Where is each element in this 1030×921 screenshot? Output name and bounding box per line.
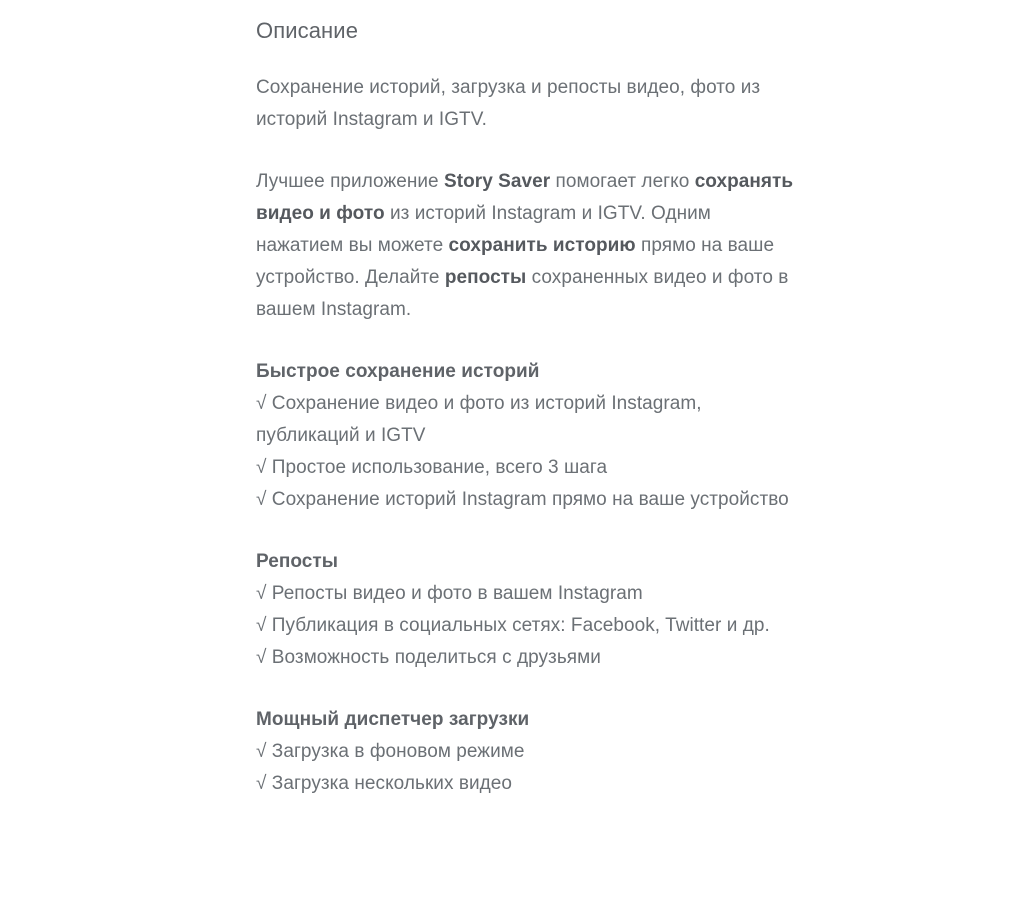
page-title: Описание — [256, 18, 359, 43]
feature-item: √ Репосты видео и фото в вашем Instagram — [256, 583, 643, 604]
main-paragraph-bold3: сохранить историю — [448, 235, 636, 256]
intro-paragraph: Сохранение историй, загрузка и репосты видео, фото из историй Instagram и IGTV. — [256, 77, 761, 130]
feature-item: √ Сохранение историй Instagram прямо на ваше устройство — [256, 489, 789, 510]
main-paragraph-bold4: репосты — [444, 267, 527, 288]
feature-section-2 — [256, 704, 796, 800]
main-paragraph-part1: Лучшее приложение — [256, 171, 444, 192]
feature-item: √ Возможность поделиться с друзьями — [256, 647, 601, 668]
feature-section-1 — [256, 546, 796, 674]
feature-section-0 — [256, 356, 796, 516]
description-content — [256, 16, 796, 830]
feature-section-title: Мощный диспетчер загрузки — [256, 709, 530, 730]
feature-item: √ Простое использование, всего 3 шага — [256, 457, 608, 478]
main-paragraph-bold1: Story Saver — [444, 171, 551, 192]
main-paragraph-part4: прямо на ваше устройство. Делайте — [256, 235, 775, 288]
feature-item: √ Публикация в социальных сетях: Facebook, Twitter и др. — [256, 615, 770, 636]
main-paragraph-part3: из историй Instagram и IGTV. Одним нажатием вы можете — [256, 203, 711, 256]
feature-item: √ Сохранение видео и фото из историй Instagram, публикаций и IGTV — [256, 393, 702, 446]
feature-section-title: Быстрое сохранение историй — [256, 361, 540, 382]
feature-section-title: Репосты — [256, 551, 339, 572]
feature-item: √ Загрузка нескольких видео — [256, 773, 513, 794]
main-paragraph — [256, 166, 796, 326]
main-paragraph-part2: помогает легко — [550, 171, 695, 192]
main-paragraph-bold2: сохранять видео и фото — [256, 171, 794, 224]
feature-item: √ Загрузка в фоновом режиме — [256, 741, 525, 762]
main-paragraph-part5: сохраненных видео и фото в вашем Instagram. — [256, 267, 789, 320]
